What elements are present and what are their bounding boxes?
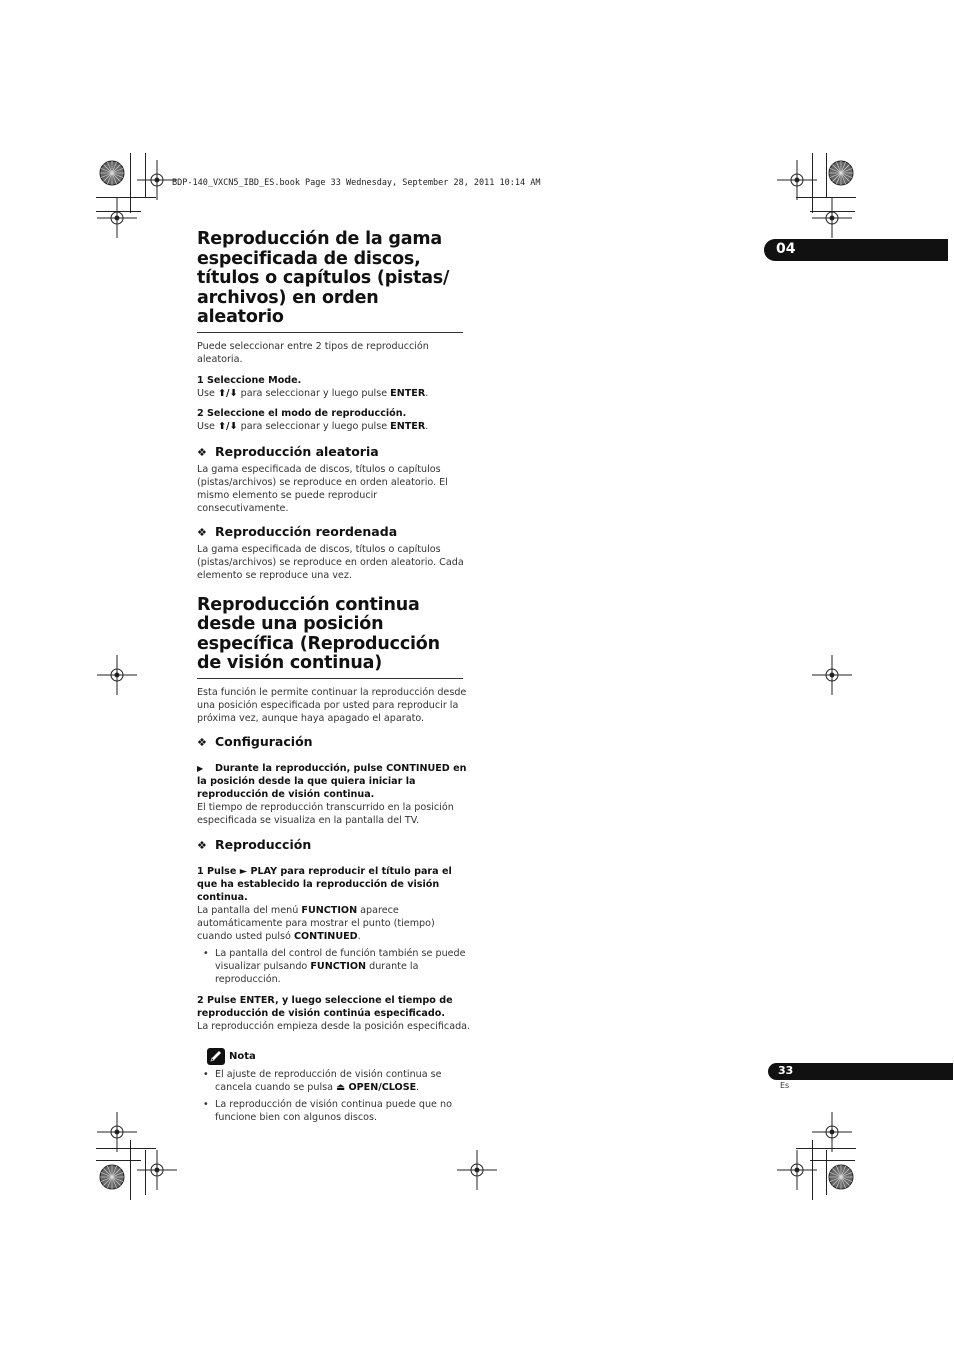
crosshair-icon xyxy=(812,198,852,238)
config-title: Configuración xyxy=(215,733,313,749)
crop-line xyxy=(826,1150,827,1195)
play-step2-title: 2 Pulse ENTER, y luego seleccione el tiempo de reproducción de visión continúa especificado. xyxy=(197,994,453,1019)
page-number-tab xyxy=(768,1063,953,1080)
play-bullet-t2: durante la reproducción. xyxy=(215,960,419,985)
note-label: Nota xyxy=(229,1050,256,1062)
subsection-shuffle-text: La gama especificada de discos, títulos o capítulos (pistas/archivos) se reproduce en orden aleatorio. Cada elemento se reproduce una vez. xyxy=(197,543,464,581)
config-heading xyxy=(197,734,471,751)
diamond-bullet-icon: ❖ xyxy=(197,525,207,539)
section2-intro: Esta función le permite continuar la reproducción desde una posición especificada por usted para reproducir la próxima vez, aunque haya apagado el aparato. xyxy=(197,686,467,724)
pencil-note-icon xyxy=(207,1048,225,1065)
step2-mid: para seleccionar y luego pulse xyxy=(237,420,391,432)
crop-line xyxy=(812,1140,813,1200)
note1-t2: . xyxy=(416,1081,420,1093)
play-step2-text: La reproducción empieza desde la posición especificada. xyxy=(197,1020,471,1032)
book-header-line: BDP-140_VXCN5_IBD_ES.book Page 33 Wednesday, September 28, 2011 10:14 AM xyxy=(172,178,541,188)
subsection-shuffle-title: Reproducción reordenada xyxy=(215,523,398,539)
crop-line xyxy=(145,153,146,198)
subsection-shuffle-heading xyxy=(197,524,471,541)
play-bullets xyxy=(197,947,471,986)
section2-title: Reproducción continua desde una posición específica (Reproducción de visión continua) xyxy=(197,596,463,679)
note2-text: La reproducción de visión continua puede que no funcione bien con algunos discos. xyxy=(215,1098,452,1123)
playback-heading xyxy=(197,837,471,854)
note-header xyxy=(207,1048,471,1065)
step1-mid: para seleccionar y luego pulse xyxy=(237,387,391,399)
note-list xyxy=(197,1068,471,1124)
play-bullet-k1: FUNCTION xyxy=(310,960,367,972)
step2-key: ENTER xyxy=(390,420,426,432)
step2-text xyxy=(197,420,471,433)
section1-intro: Puede seleccionar entre 2 tipos de reproducción aleatoria. xyxy=(197,340,429,365)
crosshair-icon xyxy=(812,1112,852,1152)
crop-line xyxy=(96,211,141,212)
play-step1-title: 1 Pulse ► PLAY para reproducir el título para el que ha establecido la reproducción de visión continua. xyxy=(197,865,452,903)
up-down-arrows-icon: ⬆/⬇ xyxy=(217,387,238,399)
step2-end: . xyxy=(425,420,429,432)
crop-line xyxy=(96,1148,156,1149)
diamond-bullet-icon: ❖ xyxy=(197,838,207,852)
play-bullet-t1: La pantalla del control de función también se puede visualizar pulsando xyxy=(215,947,466,972)
play-step1-k1: FUNCTION xyxy=(301,904,358,916)
subsection-random-text: La gama especificada de discos, títulos o capítulos (pistas/archivos) se reproduce en orden aleatorio. El mismo elemento se puede reproducir consecutivamente. xyxy=(197,463,448,514)
list-item xyxy=(197,947,471,986)
crop-line xyxy=(810,211,855,212)
color-wheel-icon xyxy=(98,159,126,187)
play-step1-t2: aparece automáticamente para mostrar el punto (tiempo) cuando usted pulsó xyxy=(197,904,435,942)
crosshair-icon xyxy=(777,160,817,200)
step1-text xyxy=(197,387,471,400)
main-column xyxy=(197,230,471,1124)
crosshair-icon xyxy=(97,655,137,695)
play-step1-t1: La pantalla del menú xyxy=(197,904,302,916)
playback-title: Reproducción xyxy=(215,836,312,852)
page-number: 33 xyxy=(778,1064,794,1077)
color-wheel-icon xyxy=(827,159,855,187)
crop-line xyxy=(810,1160,855,1161)
crop-line xyxy=(812,153,813,213)
crop-line xyxy=(96,197,156,198)
color-wheel-icon xyxy=(98,1163,126,1191)
crop-line xyxy=(96,1160,141,1161)
chapter-tab xyxy=(764,239,948,261)
crosshair-icon xyxy=(812,655,852,695)
diamond-bullet-icon: ❖ xyxy=(197,445,207,459)
subsection-random-heading xyxy=(197,444,471,461)
step1-use: Use xyxy=(197,387,218,399)
step1-key: ENTER xyxy=(390,387,426,399)
play-step1-k2: CONTINUED xyxy=(293,930,358,942)
color-wheel-icon xyxy=(827,1163,855,1191)
step1-title: 1 Seleccione Mode. xyxy=(197,374,302,386)
step1-end: . xyxy=(425,387,429,399)
crosshair-icon xyxy=(97,198,137,238)
crosshair-icon xyxy=(457,1150,497,1190)
crosshair-icon xyxy=(137,160,177,200)
chapter-number: 04 xyxy=(776,241,796,257)
crosshair-icon xyxy=(777,1150,817,1190)
step2-use: Use xyxy=(197,420,218,432)
subsection-random-title: Reproducción aleatoria xyxy=(215,443,379,459)
crop-line xyxy=(796,197,856,198)
section1-title: Reproducción de la gama especificada de discos, títulos o capítulos (pistas/ archivos) en orden aleatorio xyxy=(197,230,463,333)
crop-line xyxy=(145,1150,146,1195)
crop-line xyxy=(130,1140,131,1200)
list-item xyxy=(197,1098,471,1124)
config-text: El tiempo de reproducción transcurrido en la posición especificada se visualiza en la pantalla del TV. xyxy=(197,801,454,826)
play-step1-t3: . xyxy=(357,930,361,942)
config-step xyxy=(197,762,471,801)
note1-k1: ⏏ OPEN/CLOSE xyxy=(336,1081,417,1093)
list-item xyxy=(197,1068,471,1094)
crosshair-icon xyxy=(97,1112,137,1152)
crosshair-icon xyxy=(137,1150,177,1190)
crop-line xyxy=(796,1148,856,1149)
triangle-bullet-icon: ▶ xyxy=(197,763,204,773)
page-language: Es xyxy=(780,1081,790,1090)
crop-line xyxy=(130,153,131,213)
note1-t1: El ajuste de reproducción de visión continua se cancela cuando se pulsa xyxy=(215,1068,442,1093)
step2-title: 2 Seleccione el modo de reproducción. xyxy=(197,407,407,419)
diamond-bullet-icon: ❖ xyxy=(197,735,207,749)
config-step-text: Durante la reproducción, pulse CONTINUED en la posición desde la que quiera iniciar la reproducción de visión continua. xyxy=(197,762,467,800)
up-down-arrows-icon: ⬆/⬇ xyxy=(217,420,238,432)
play-step1-text xyxy=(197,904,471,943)
crop-line xyxy=(826,153,827,198)
